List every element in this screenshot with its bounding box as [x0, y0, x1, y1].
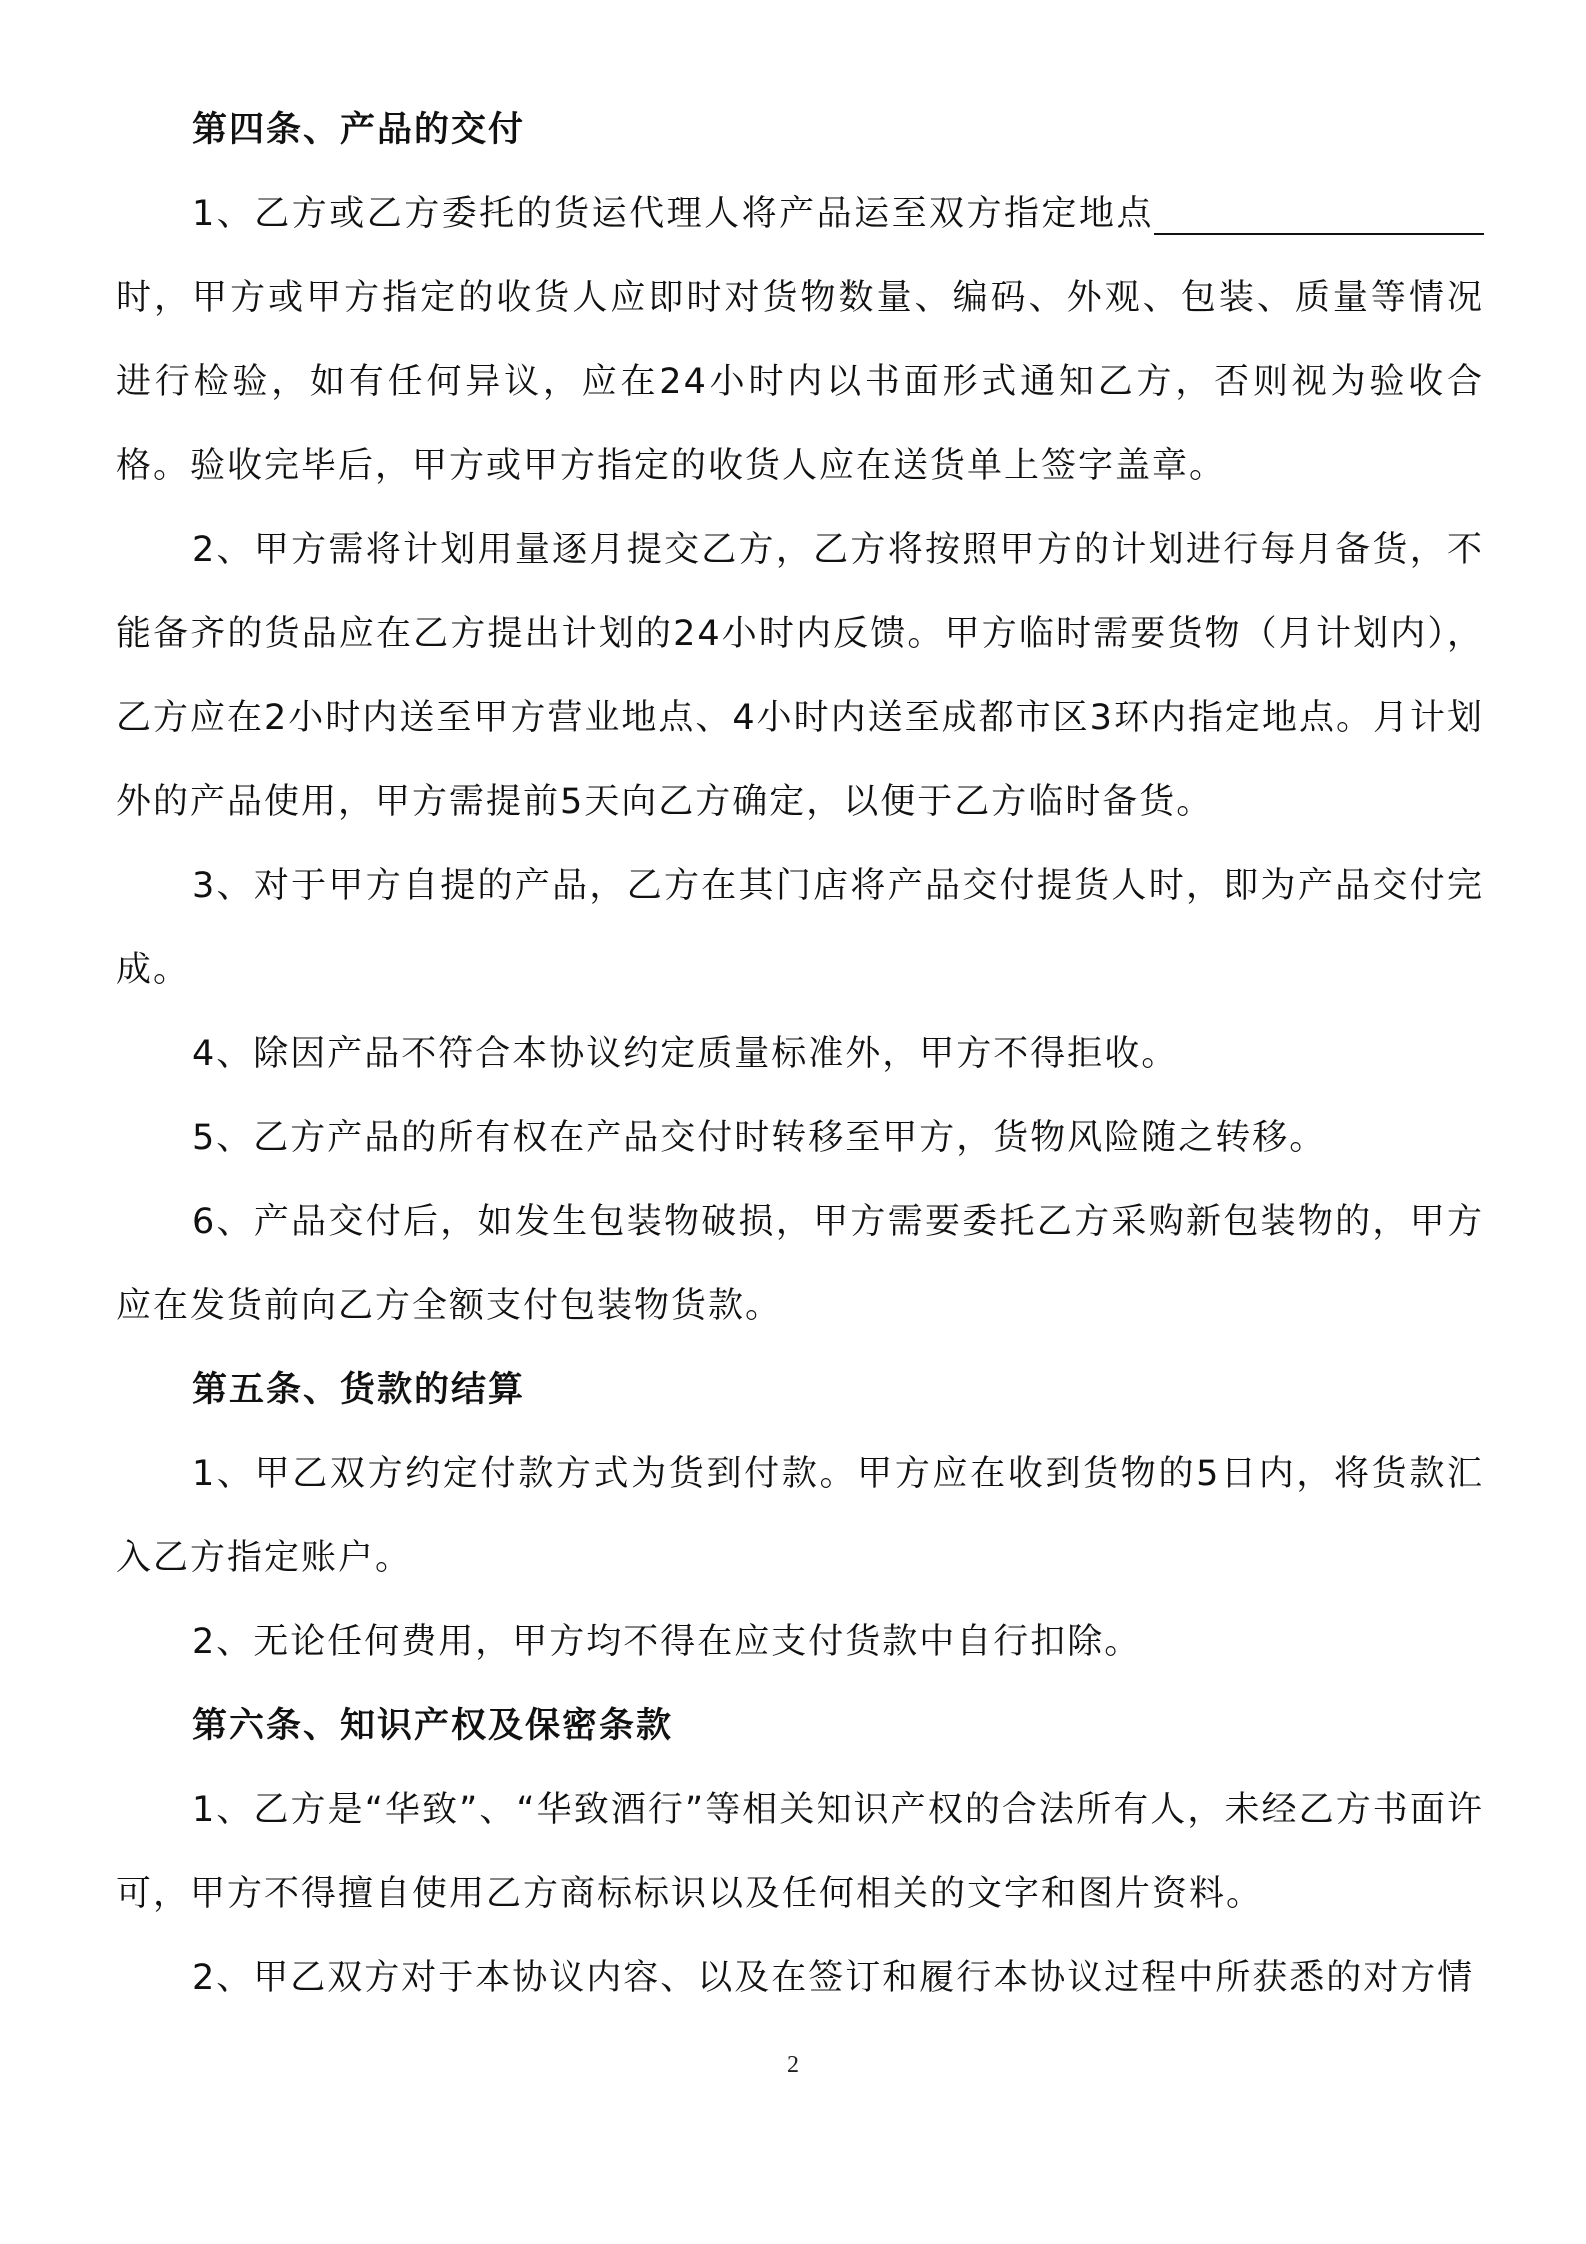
article-4-clause-4: 4、除因产品不符合本协议约定质量标准外，甲方不得拒收。 [192, 1034, 1179, 1074]
document-body [116, 88, 1484, 2020]
article-6-clause-1: 1、乙方是“华致”、“华致酒行”等相关知识产权的合法所有人，未经乙方书面许可，甲方不得擅自使用乙方商标标识以及任何相关的文字和图片资料。 [116, 1790, 1484, 1914]
article-4-clause-3: 3、对于甲方自提的产品，乙方在其门店将产品交付提货人时，即为产品交付完成。 [116, 866, 1484, 990]
article-4-heading: 第四条、产品的交付 [192, 110, 526, 150]
article-6-clause-2: 2、甲乙双方对于本协议内容、以及在签订和履行本协议过程中所获悉的对方情 [192, 1958, 1475, 1998]
page-number: 2 [787, 2052, 799, 2078]
article-5-heading: 第五条、货款的结算 [192, 1370, 526, 1410]
article-6-heading: 第六条、知识产权及保密条款 [192, 1706, 674, 1746]
article-4-clause-5: 5、乙方产品的所有权在产品交付时转移至甲方，货物风险随之转移。 [192, 1118, 1327, 1158]
article-4-clause-1 [116, 172, 1484, 508]
article-5-clause-2: 2、无论任何费用，甲方均不得在应支付货款中自行扣除。 [192, 1622, 1142, 1662]
fill-in-blank-line [1154, 232, 1484, 235]
article-5-clause-1: 1、甲乙双方约定付款方式为货到付款。甲方应在收到货物的5日内，将货款汇入乙方指定账户。 [116, 1454, 1484, 1578]
article-4-clause-1-text: 1、乙方或乙方委托的货运代理人将产品运至双方指定地点 [192, 194, 1154, 234]
article-4-clause-1-continued: 时，甲方或甲方指定的收货人应即时对货物数量、编码、外观、包装、质量等情况进行检验，如有任何异议，应在24小时内以书面形式通知乙方，否则视为验收合格。验收完毕后，甲方或甲方指定的收货人应在送货单上签字盖章。 [116, 278, 1484, 486]
article-4-clause-6: 6、产品交付后，如发生包装物破损，甲方需要委托乙方采购新包装物的，甲方应在发货前向乙方全额支付包装物货款。 [116, 1202, 1484, 1326]
article-4-clause-2: 2、甲方需将计划用量逐月提交乙方，乙方将按照甲方的计划进行每月备货，不能备齐的货品应在乙方提出计划的24小时内反馈。甲方临时需要货物（月计划内），乙方应在2小时内送至甲方营业地点、4小时内送至成都市区3环内指定地点。月计划外的产品使用，甲方需提前5天向乙方确定，以便于乙方临时备货。 [116, 530, 1484, 822]
